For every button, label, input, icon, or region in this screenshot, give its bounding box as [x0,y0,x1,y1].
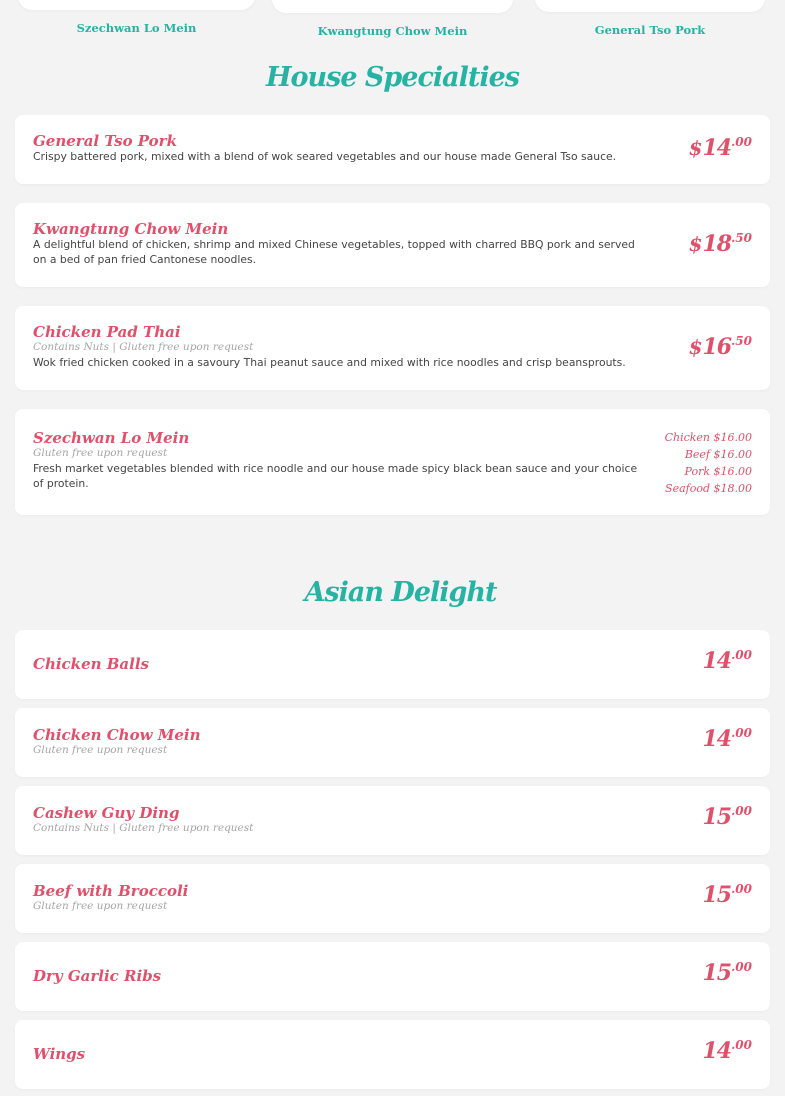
menu-item-name: Chicken Pad Thai [33,323,181,341]
menu-item-dietary-note: Contains Nuts | Gluten free upon request [33,822,254,834]
menu-item-dietary-note: Contains Nuts | Gluten free upon request [33,341,254,353]
menu-item-price [689,334,752,360]
price-option: Seafood $18.00 [665,482,752,495]
menu-item-name: Beef with Broccoli [33,882,189,900]
menu-item-card[interactable] [15,708,770,777]
menu-item-price [702,726,752,752]
menu-item-card[interactable] [15,942,770,1011]
featured-card[interactable] [272,0,513,13]
menu-item-description: Wok fried chicken cooked in a savoury Thai peanut sauce and mixed with rice noodles and crisp beansprouts. [33,356,626,369]
menu-item-card[interactable] [15,115,770,184]
featured-card-label[interactable]: General Tso Pork [594,23,706,37]
price-option: Chicken $16.00 [664,431,752,444]
price-cents: .00 [731,135,752,149]
price-whole: 14 [702,648,732,674]
price-whole: 15 [702,882,732,908]
protein-price-options [665,429,752,497]
price-whole: 15 [702,804,732,830]
menu-item-card[interactable] [15,630,770,699]
price-whole: 16 [702,334,732,360]
price-whole: 14 [702,1038,732,1064]
price-cents: .00 [731,960,752,974]
menu-item-card[interactable] [15,786,770,855]
price-cents: .00 [731,726,752,740]
price-cents: .50 [731,334,752,348]
menu-item-price [689,231,752,257]
price-cents: .00 [731,882,752,896]
menu-item-price [702,648,752,674]
menu-item-dietary-note: Gluten free upon request [33,744,168,756]
menu-item-price [702,1038,752,1064]
menu-item-price [702,882,752,908]
menu-item-name: Dry Garlic Ribs [33,967,162,985]
menu-item-name: Szechwan Lo Mein [33,429,190,447]
price-whole: 15 [702,960,732,986]
menu-item-name: Wings [33,1045,86,1063]
top-featured-row [0,0,785,50]
menu-item-description: Fresh market vegetables blended with rice noodle and our house made spicy black bean sauce and your choice of protein. [33,462,638,490]
menu-item-dietary-note: Gluten free upon request [33,447,168,459]
featured-card[interactable] [535,0,765,12]
menu-item-card[interactable] [15,864,770,933]
menu-item-price [702,804,752,830]
featured-card[interactable] [18,0,255,10]
price-cents: .00 [731,1038,752,1052]
menu-item-description: Crispy battered pork, mixed with a blend of wok seared vegetables and our house made General Tso sauce. [33,150,617,163]
menu-item-dietary-note: Gluten free upon request [33,900,168,912]
price-cents: .00 [731,648,752,662]
price-currency: $ [688,335,703,359]
menu-item-name: Chicken Balls [33,655,149,673]
featured-card-label[interactable]: Szechwan Lo Mein [76,21,197,35]
menu-item-card[interactable] [15,203,770,287]
menu-item-card[interactable] [15,1020,770,1089]
menu-item-card[interactable] [15,409,770,515]
price-whole: 14 [702,726,732,752]
price-cents: .50 [731,231,752,245]
section-title-asian-delight: Asian Delight [304,577,497,608]
price-option: Beef $16.00 [684,448,752,461]
menu-item-name: General Tso Pork [33,132,177,150]
section-title-house-specialties: House Specialties [265,62,520,93]
menu-item-description: A delightful blend of chicken, shrimp and mixed Chinese vegetables, topped with charred BBQ pork and served on a bed of pan fried Cantonese noodles. [33,238,635,266]
price-whole: 18 [702,231,732,257]
price-option: Pork $16.00 [684,465,752,478]
menu-item-price [689,135,752,161]
menu-item-name: Cashew Guy Ding [33,804,180,822]
price-currency: $ [688,232,703,256]
price-currency: $ [688,136,703,160]
menu-item-price [702,960,752,986]
price-cents: .00 [731,804,752,818]
price-whole: 14 [702,135,732,161]
menu-item-name: Kwangtung Chow Mein [33,220,229,238]
menu-item-card[interactable] [15,306,770,390]
featured-card-label[interactable]: Kwangtung Chow Mein [317,24,468,38]
menu-item-name: Chicken Chow Mein [33,726,201,744]
